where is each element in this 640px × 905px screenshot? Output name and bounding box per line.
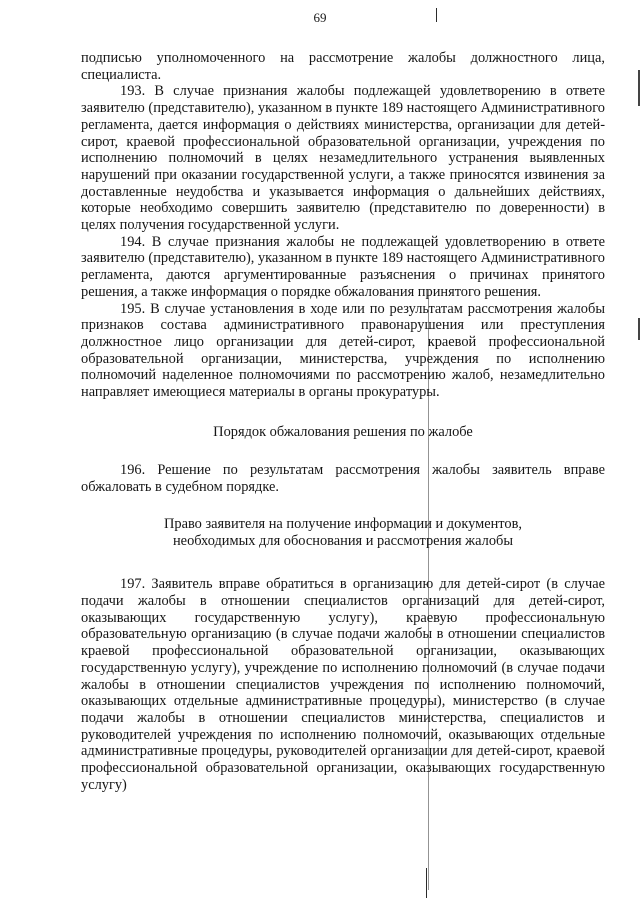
paragraph-197: 197. Заявитель вправе обратиться в организацию для детей-сирот (в случае подачи жалобы в отношении специалистов организаций для детей-сирот, оказывающих государственную услугу), краевую профессиональную образовательную организацию (в случае подачи жалобы в отношении специалистов краевой профессиональной образовательной организации, оказывающих государственную услугу), учреждение по исполнению полномочий (в случае подачи жалобы в отношении специалистов учреждения по исполнению полномочий, оказывающих отдельные административные процедуры), министерство (в случае подачи жалобы в отношении специалистов министерства, специалистов и руководителей учреждения по исполнению полномочий, оказывающих отдельные административные процедуры, руководителей организации для детей-сирот, краевой профессиональной образовательной организации, оказывающих государственную услугу) (81, 576, 605, 793)
paragraph-196: 196. Решение по результатам рассмотрения жалобы заявитель вправе обжаловать в судебном порядке. (81, 462, 605, 496)
page-number: 69 (313, 10, 327, 25)
document-body (81, 50, 605, 793)
paragraph-195: 195. В случае установления в ходе или по результатам рассмотрения жалобы признаков состава административного правонарушения или преступления должностное лицо организации для детей-сирот, краевой профессиональной образовательной организации, министерства, учреждения по исполнению полномочий наделенное полномочиями по рассмотрению жалоб, незамедлительно направляет имеющиеся материалы в органы прокуратуры. (81, 300, 605, 401)
section-heading-rights-line2: необходимых для обоснования и рассмотрения жалобы (172, 532, 514, 549)
section-heading-appeal: Порядок обжалования решения по жалобе (213, 423, 473, 440)
scan-artifact-tick (426, 868, 427, 898)
paragraph-193: 193. В случае признания жалобы подлежащей удовлетворению в ответе заявителю (представителю), указанном в пункте 189 настоящего Административного регламента, дается информация о действиях министерства, организации для детей-сирот, краевой профессиональной образовательной организации, учреждения по исполнению полномочий в целях незамедлительного устранения выявленных нарушений при оказании государственной услуги, а также приносятся извинения за доставленные неудобства и указывается информация о дальнейших действиях, которые необходимо совершить заявителю (представителю по доверенности) в целях получения государственной услуги. (81, 83, 605, 234)
paragraph-194: 194. В случае признания жалобы не подлежащей удовлетворению в ответе заявителю (представителю), указанном в пункте 189 настоящего Административного регламента, даются аргументированные разъяснения о причинах принятого решения, а также информация о порядке обжалования принятого решения. (81, 233, 605, 300)
section-heading-rights-line1: Право заявителя на получение информации и документов, (164, 515, 522, 532)
scan-artifact-tick (436, 8, 437, 22)
paragraph-continuation: подписью уполномоченного на рассмотрение жалобы должностного лица, специалиста. (81, 50, 605, 83)
